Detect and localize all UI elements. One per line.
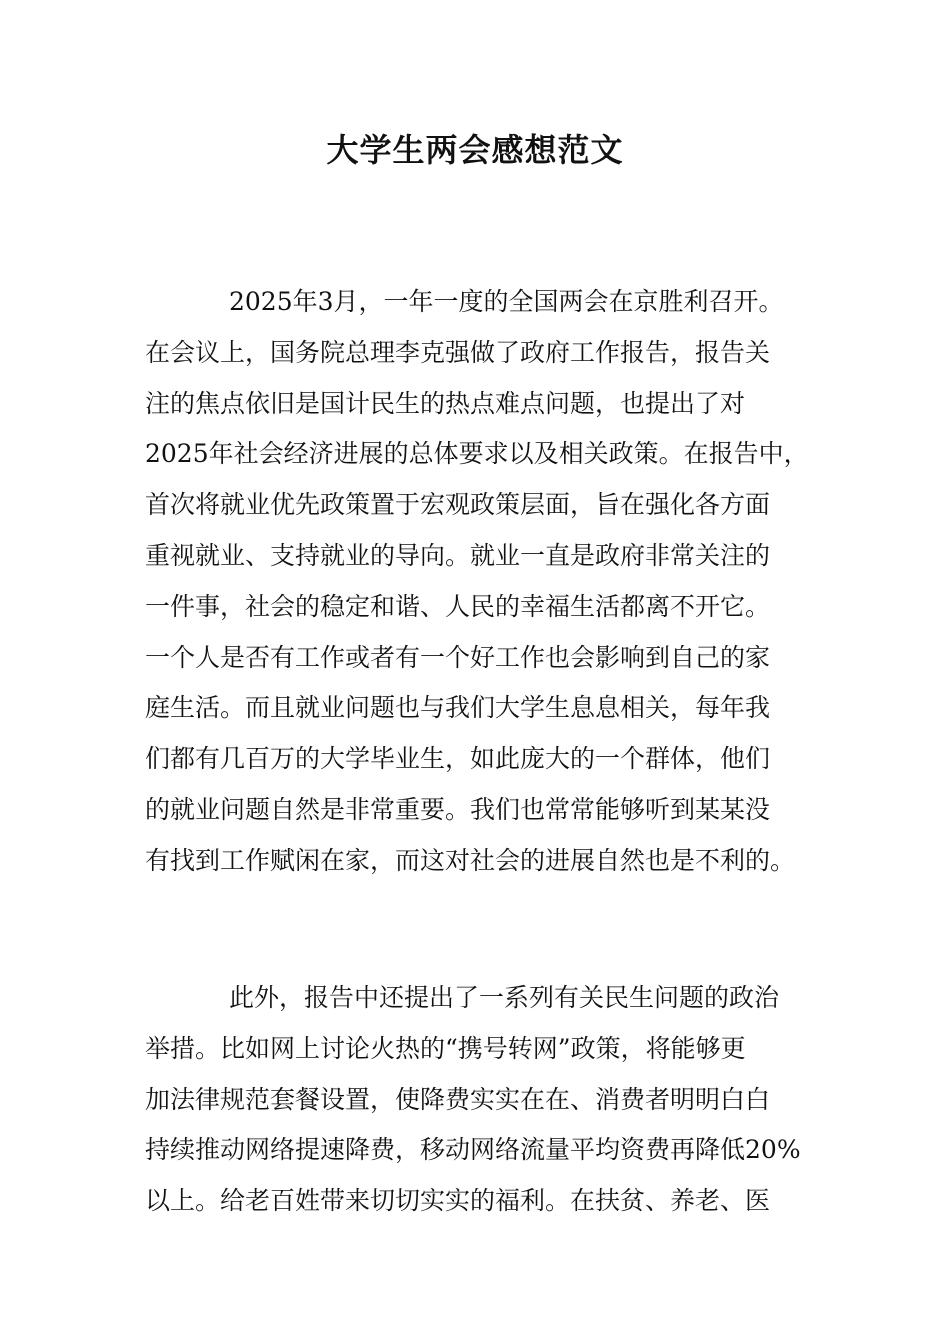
paragraph-line: 首次将就业优先政策置于宏观政策层面，旨在强化各方面: [145, 490, 771, 520]
paragraph-line: 加法律规范套餐设置，使降费实实在在、消费者明明白白: [145, 1084, 771, 1114]
paragraph-line: 2025年3月，一年一度的全国两会在京胜利召开。: [229, 287, 784, 316]
document-title: 大学生两会感想范文: [326, 131, 624, 169]
paragraph-line: 的就业问题自然是非常重要。我们也常常能够听到某某没: [145, 794, 771, 824]
paragraph-line: 们都有几百万的大学毕业生，如此庞大的一个群体，他们: [145, 744, 771, 774]
paragraph-2: [145, 973, 810, 1227]
paragraph-line: 有找到工作赋闲在家，而这对社会的进展自然也是不利的。: [145, 845, 796, 875]
paragraph-line: 庭生活。而且就业问题也与我们大学生息息相关，每年我: [145, 693, 771, 723]
paragraph-line: 注的焦点依旧是国计民生的热点难点问题，也提出了对: [145, 388, 746, 418]
paragraph-line: 2025年社会经济进展的总体要求以及相关政策。在报告中，: [145, 439, 809, 469]
paragraph-line: 一件事，社会的稳定和谐、人民的幸福生活都离不开它。: [145, 591, 771, 621]
paragraph-line: 一个人是否有工作或者有一个好工作也会影响到自己的家: [145, 642, 771, 672]
paragraph-line: 此外，报告中还提出了一系列有关民生问题的政治: [229, 983, 780, 1012]
paragraph-1: [145, 277, 810, 887]
paragraph-line: 重视就业、支持就业的导向。就业一直是政府非常关注的: [145, 540, 771, 570]
paragraph-line: 举措。比如网上讨论火热的“携号转网”政策，将能够更: [145, 1033, 746, 1063]
paragraph-line: 以上。给老百姓带来切切实实的福利。在扶贫、养老、医: [145, 1186, 771, 1216]
paragraph-line: 在会议上，国务院总理李克强做了政府工作报告，报告关: [145, 337, 771, 367]
paragraph-line: 持续推动网络提速降费，移动网络流量平均资费再降低20%: [145, 1135, 801, 1165]
